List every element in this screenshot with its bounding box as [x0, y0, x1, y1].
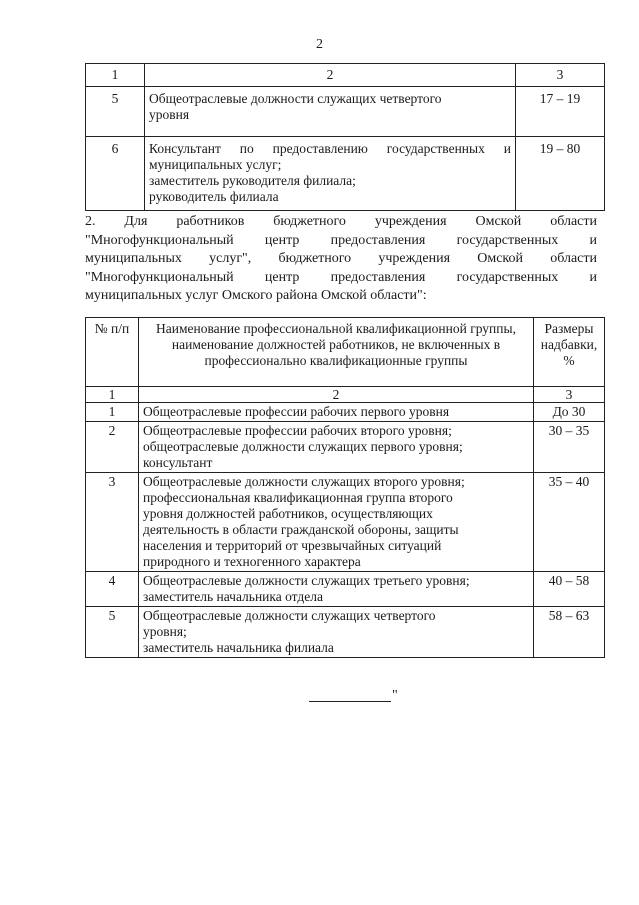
row-title-line: профессиональная квалификационная группа второго: [143, 490, 453, 505]
row-title-line: заместитель начальника филиала: [143, 640, 334, 655]
header-cell: 1: [86, 64, 145, 87]
row-number: 2: [86, 422, 139, 473]
row-value: 17 – 19: [516, 87, 605, 137]
numbering-row: [86, 387, 605, 403]
row-number: 4: [86, 572, 139, 607]
row-title: [145, 87, 516, 137]
row-title-line: общеотраслевые должности служащих первого уровня;: [143, 439, 463, 454]
table-row: [86, 422, 605, 473]
table-row: [86, 403, 605, 422]
table-continuation: [85, 63, 605, 211]
paragraph-line: муниципальных услуг", бюджетного учреждения Омской области: [85, 251, 597, 266]
row-value: До 30: [534, 403, 605, 422]
row-title: [139, 422, 534, 473]
row-title: [139, 473, 534, 572]
row-title-line: Консультант по предоставлению государственных и: [149, 141, 511, 156]
row-title-line: Общеотраслевые профессии рабочих второго уровня;: [143, 423, 452, 438]
row-number: 3: [86, 473, 139, 572]
page-number: 2: [316, 37, 323, 52]
row-title-line: населения и территорий от чрезвычайных ситуаций: [143, 538, 442, 553]
numbering-cell: 3: [534, 387, 605, 403]
closing-line: [309, 701, 391, 702]
header-size: Размеры надбавки, %: [534, 318, 605, 387]
table-row: [86, 607, 605, 658]
row-value: 19 – 80: [516, 137, 605, 211]
closing-quote: ": [392, 688, 398, 703]
header-cell: 3: [516, 64, 605, 87]
row-value: 35 – 40: [534, 473, 605, 572]
row-title-line: руководитель филиала: [149, 189, 279, 204]
row-number: 5: [86, 607, 139, 658]
allowance-table: [85, 317, 605, 658]
header-number: № п/п: [86, 318, 139, 387]
table-row: [86, 137, 605, 211]
numbering-cell: 1: [86, 387, 139, 403]
row-title-line: Общеотраслевые должности служащих четвертого: [149, 91, 442, 106]
paragraph: [85, 213, 597, 306]
paragraph-line: "Многофункциональный центр предоставления государственных и: [85, 232, 597, 248]
row-title-line: консультант: [143, 455, 213, 470]
table-header-row: [86, 318, 605, 387]
row-title-line: уровня должностей работников, осуществляющих: [143, 506, 433, 521]
row-title-line: уровня;: [143, 624, 187, 639]
row-title-line: заместитель руководителя филиала;: [149, 173, 356, 188]
row-title-line: Общеотраслевые профессии рабочих первого уровня: [143, 404, 450, 419]
row-title: [139, 607, 534, 658]
row-title-line: природного и техногенного характера: [143, 554, 361, 569]
row-value: 40 – 58: [534, 572, 605, 607]
numbering-cell: 2: [139, 387, 534, 403]
row-title: [145, 137, 516, 211]
row-title: [139, 403, 534, 422]
paragraph-line: муниципальных услуг Омского района Омской области":: [85, 288, 427, 303]
header-cell: 2: [145, 64, 516, 87]
paragraph-line: "Многофункциональный центр предоставления государственных и: [85, 269, 597, 285]
row-number: 1: [86, 403, 139, 422]
row-number: 6: [86, 137, 145, 211]
header-name: Наименование профессиональной квалификационной группы, наименование должностей работников, не включенных в профессионально квалификационные группы: [139, 318, 534, 387]
row-number: 5: [86, 87, 145, 137]
row-title-line: Общеотраслевые должности служащих четвертого: [143, 608, 436, 623]
row-title-line: деятельность в области гражданской обороны, защиты: [143, 522, 459, 537]
paragraph-line: 2. Для работников бюджетного учреждения Омской области: [85, 214, 597, 229]
row-title-line: Общеотраслевые должности служащих третьего уровня;: [143, 573, 470, 588]
row-title: [139, 572, 534, 607]
row-title-line: Общеотраслевые должности служащих второго уровня;: [143, 474, 465, 489]
row-title-line: муниципальных услуг;: [149, 157, 282, 172]
table-row: [86, 572, 605, 607]
row-title-line: уровня: [149, 107, 190, 122]
table-header-row: [86, 64, 605, 87]
row-title-line: заместитель начальника отдела: [143, 589, 323, 604]
table-row: [86, 473, 605, 572]
table-row: [86, 87, 605, 137]
row-value: 58 – 63: [534, 607, 605, 658]
row-value: 30 – 35: [534, 422, 605, 473]
